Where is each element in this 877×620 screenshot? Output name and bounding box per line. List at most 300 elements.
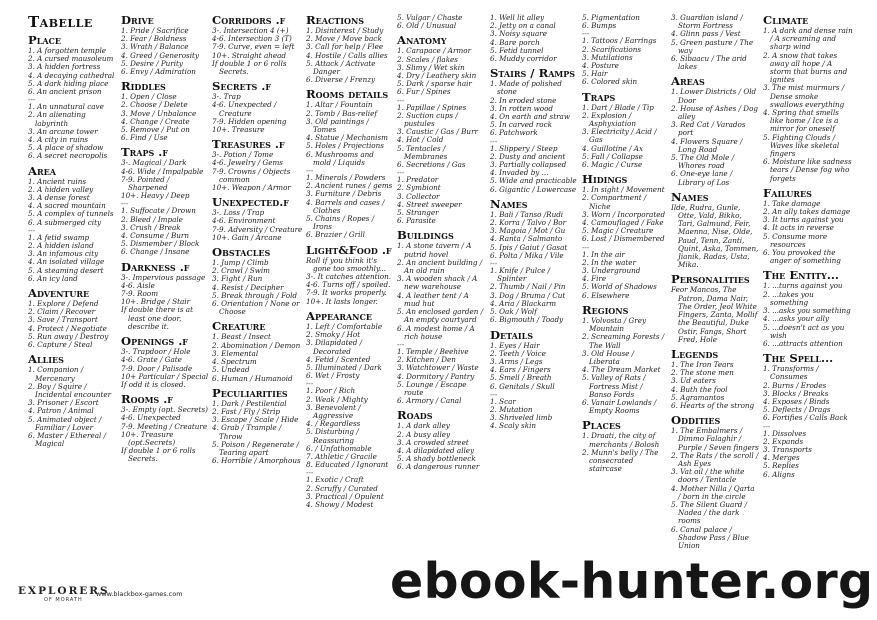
table-entry: 5. Fighting Clouds / Waves like skeletal fingers [763,132,840,159]
section [763,352,853,479]
section [582,419,667,473]
table-entry: 2. Teeth / Voice [490,348,546,358]
table-entry: 5. A steaming desert [28,265,104,275]
table-entry: 2. A snow that takes away all hope / A storm that burns and ignites [763,50,848,85]
table-entry: 2. Ancient runes / gems [306,181,393,191]
table-entry: 3. Crush / Break [121,222,181,232]
separator: --- [582,242,590,252]
table-entry: 2. A hidden valley [28,184,94,194]
table-entry: 4-6. Environment [212,216,276,226]
table-entry: 2. Thumb / Nail / Pin [490,282,566,292]
table-entry: 3. An arcane tower [28,126,98,136]
table-entry: 3. A dense forest [28,193,90,203]
table-entry: 5. Fetid tunnel [490,45,544,55]
watermark: ebook-hunter.org [390,551,877,617]
table-entry: 4. The Dream Market [582,365,661,375]
table-entry: 1. A forgotten temple [28,46,107,55]
section [671,414,759,550]
table-entry: 10+. Treasure [212,125,265,135]
table-entry: 1. The Embalmers / Dimmo Falaghir / Purple / Seven fingers [671,426,759,452]
separator: --- [490,136,498,146]
table-entry: If double 1 or 6 rolls Secrets. [212,58,287,77]
table-entry: 3. Mutilations [582,52,633,62]
table-entry: 1. Beast / Insect [212,332,271,342]
website-url[interactable]: www.blackbox-games.com [96,590,183,598]
table-entry: 3. The mist murmurs / Dense smoke swallows everything [763,83,845,109]
section [671,191,759,270]
table-entry: 2. A hidden island [28,241,94,251]
table-entry: 5. Disturbing / Reassuring [306,427,359,445]
section [397,409,485,471]
table-entry: 2. A cursed mausoleum [28,54,114,64]
table-entry: 4. Resist / Decipher [212,282,284,292]
table-entry: 7-9. Adversity / Creature [212,224,303,234]
table-entry: 5. Deflects / Drags [763,405,831,415]
table-entry: 10+ Particular / Special [121,371,209,381]
table-entry: 2. Crawl / Swim [212,266,270,276]
table-entry: 4. Grab / Trample / Throw [212,423,282,441]
table-entry: 7. Athletic / Gracile [306,451,377,461]
separator: --- [763,421,771,431]
table-entry: Ilde, Rudra, Gunle, Otte, Vald, Bikko, Tari, Galmund, Feir, Maenna, Nise, Olde, Paud, Tenn, Zanti, Quint, Aska, Tommen, Jianik, Radas, Usta, Mika. [671,202,759,270]
table-entry: 6. Orientation / None or Choose [212,299,300,317]
table-entry: 4-6. Intersection 3 (T) [212,34,292,44]
section [212,246,303,316]
table-entry: 6. Muddy corridor [490,54,557,64]
table-entry: 4. Showy / Modest [306,499,374,509]
table-entry: 4. Ranta / Salmanto [490,234,563,244]
table-entry: If double 1 or 6 rolls Secrets. [121,446,196,464]
table-entry: 1. Made of polished stone [490,79,562,97]
table-entry: 2. Symbiont [397,183,441,193]
table-entry: 3. Move / Unbalance [121,108,197,118]
column-4 [306,14,394,513]
table-entry: 6. Vanair Lowlands / Empty Rooms [582,397,657,416]
section [763,14,853,183]
table-entry: 1. Well lit alley [490,13,545,22]
separator: --- [306,379,314,389]
table-entry: 5. Ipis / Gaiut / Gasat [490,242,568,252]
table-entry: 5. Magic / Creature [582,226,654,236]
section [671,14,759,71]
table-entry: 4. Spectrum [212,357,257,367]
column-1 [28,14,118,452]
table-entry: 1. In sight / Movement [582,185,665,195]
table-entry: 4. Spring that smells like home / Ice is a mirror for oneself [763,108,839,134]
table-entry: 4. Hot / Cold [397,135,444,145]
table-entry: 4. Exposes / Binds [763,396,830,406]
table-entry: 4. Barrels and cases / Clothes [306,197,385,215]
section-heading: Names [671,189,709,204]
section [121,393,209,463]
section [490,329,577,431]
table-entry: 6. One-eye lane / Library of Los [671,169,733,187]
section [212,14,303,76]
table-entry: 3. Dog / Bruma / Cut [490,290,566,300]
table-entry: 1. Dart / Blade / Tip [582,102,654,112]
section [121,80,209,142]
section [212,320,303,382]
table-entry: 5. Green pasture / The way [671,37,754,55]
section-heading: Light&Food .f [306,242,392,257]
table-entry: 6. A dangerous runner [397,462,480,472]
table-entry: 10+. Weapon / Armor [212,183,291,193]
table-entry: 2. Fast / Fly / Strip [212,406,280,416]
table-entry: 1. Dissolves [763,428,807,438]
separator: --- [28,95,36,105]
section-heading: Rooms details [306,87,389,102]
table-entry: 3. Partially collapsed [490,160,567,170]
section [490,14,577,63]
table-entry: 2. Scales / flakes [397,54,458,64]
table-entry: 5. Pigmentation [582,13,640,22]
table-entry: 2. House of Ashes / Dog alley [671,103,758,122]
table-entry: 2. Bleed / Impale [121,214,183,224]
table-entry: Roll if you think it's gone too smoothly... [306,255,386,273]
table-entry: 1. Exotic / Craft [306,475,364,485]
table-entry: 5. Wide and practicable [490,176,577,186]
table-entry: 2. Explosion / Asphyxiation [582,110,636,129]
section-heading: Buildings [397,228,454,243]
table-entry: 3. Red Cat / Varados port [671,120,746,138]
section [306,244,394,306]
table-entry: 5. Agramantos [671,392,725,402]
brand-subtitle: OF MORATH [44,597,83,603]
table-entry: 6. / Unfathomable [306,443,372,453]
section [763,187,853,266]
table-entry: 1. ...turns against you [763,281,843,291]
section-heading: Places [582,418,621,433]
table-entry: 2. Munn's belly / The consecrated staircase [582,447,659,474]
section-heading: Traps .f [121,145,169,160]
table-entry: 5. Smell / Breath [490,373,552,383]
section-heading: Failures [763,185,812,200]
table-entry: 6. Bigmouth / Toady [490,315,564,325]
table-entry: 2. Mutation [490,404,533,414]
table-entry: 6. Horrible / Amorphous [212,456,301,466]
section-heading: Unexpected.f [212,195,289,210]
table-entry: 2. Scarifications [582,44,642,54]
table-entry: 6. Hearts of the strong [671,400,755,410]
table-entry: 5. Illuminated / Dark [306,362,382,372]
table-entry: 3. An infamous city [28,249,99,259]
section-heading: Drive [121,13,154,27]
column-6 [490,14,577,435]
table-entry: 4. Scaly skin [490,421,536,431]
table-entry: 2. The stone men [671,368,734,378]
table-entry: 3-. Trap [212,92,241,102]
section [490,67,577,194]
section-heading: Areas [671,74,705,89]
table-entry: 1. Pride / Sacrifice [121,26,189,35]
column-7 [582,14,667,477]
section [582,14,667,87]
table-entry: 2. Korra / Talvo / Bor [490,218,567,228]
table-entry: 3. Wrath / Balance [121,42,189,52]
table-entry: 3. Call for help / Flee [306,42,384,52]
table-entry: 3-. Impervious passage [121,272,206,282]
table-entry: 3. Magoia / Mot / Gu [490,226,566,236]
table-entry: 3. Prisoner / Escort [28,398,99,408]
table-entry: 5. Valley of Rats / Fortress Mist / Banso Fords [582,373,646,399]
table-entry: 4. Greed / Generosity [121,50,199,60]
section-heading: Darkness .f [121,259,190,274]
table-entry: 1. Slippery / Steep [490,143,558,153]
table-entry: 8. Educated / Ignorant [306,460,389,470]
separator: --- [490,389,498,399]
table-entry: 1. A fetid swamp [28,232,90,242]
table-entry: 2. Move / Move back [306,34,382,44]
section [28,353,118,448]
table-entry: 4. Glinn pass / Vest [671,29,741,39]
table-entry: 6. You provoked the anger of something [763,248,841,266]
table-entry: 5. Vulgar / Chaste [397,13,463,22]
table-entry: 3. Transports [763,444,812,454]
table-entry: 3. Practical / Opulent [306,491,384,501]
table-entry: 1. Disinterest / Study [306,26,384,35]
separator: --- [28,225,36,235]
table-entry: 1. Take damage [763,198,821,208]
table-entry: 4-6. Aisle [121,280,155,290]
table-entry: 2. An ancient building / An old ruin [397,257,483,276]
table-entry: 5. Hair [582,69,608,79]
table-entry: 6. Wet / Frosty [306,371,360,381]
table-entry: 1. The Iron Tears [671,359,734,369]
table-entry: 5. Desire / Purity [121,58,183,68]
table-entry: 6. Polta / Mika / Vile [490,250,564,260]
table-entry: 3. Arms / Legs [490,356,543,366]
table-entry: 4. Hostile / Calls allies [306,50,388,60]
table-entry: 6. Gigantic / Lowercase [490,184,577,194]
table-entry: 5. Chains / Ropes / Irons [306,214,375,232]
table-entry: 1. Papillae / Spines [397,102,467,112]
table-entry: 5. Attack / Activate Danger [306,58,376,77]
table-entry: 6. An ancient prison [28,87,102,97]
table-entry: 5. Replies [763,461,799,471]
table-entry: 6. Brazier / Grill [306,230,365,240]
table-entry: 2. Smoky / Hot [306,330,361,340]
table-entry: 4. Street sweeper [397,199,462,209]
table-entry: 7-9. Pointed / Sharpened [121,174,170,193]
section [212,196,303,242]
section-heading: Names [490,196,528,211]
table-entry: 6. Canal palace / Shadow Pass / Blue Union [671,524,749,550]
section [28,287,118,349]
section [582,173,667,300]
table-entry: 2. In eroded stone [490,95,557,105]
table-entry: 4. Mother Nilla / Qarta / born in the circle [671,483,755,501]
table-entry: 6. Moisture like sadness tears / Dense fog who forgets [763,157,852,183]
table-entry: 3-. Intersection 4 (+) [212,26,289,35]
table-entry: 2. Claim / Recover [28,307,96,317]
section-heading: Personalities [671,272,750,287]
section-heading: Stairs / Ramps [490,66,576,81]
section-heading: Obstacles [212,245,271,260]
table-entry: 4. Patron / Animal [28,406,94,416]
table-entry: 5. ...doesn't act as you wish [763,322,845,340]
column-9 [763,14,853,483]
section-heading: Peculiarities [212,385,288,400]
table-entry: 6. Aligns [763,469,795,479]
table-entry: 3. Electricity / Acid / Gas [582,127,657,145]
table-entry: 4. Ears / Fingers [490,365,551,375]
table-entry: 1. A dark and dense rain / A screaming and sharp wind [763,26,853,52]
section [121,261,209,331]
table-entry: 5. Animated object / Familiar / Lover [28,414,102,432]
table-entry: 2. An ally takes damage [763,207,851,217]
table-entry: 7-9. Room [121,289,159,299]
table-entry: 5. Stranger [397,208,439,218]
section-heading: Oddities [671,413,721,428]
separator: --- [490,259,498,269]
table-entry: If odd it is closed. [121,379,186,389]
table-entry: 7-9. Crowns / Objects common [212,166,291,184]
table-entry: 3. Slimy / Wet skin [397,62,465,72]
section-heading: Treasures .f [212,137,285,152]
table-entry: 6. Secretions / Gas [397,160,466,170]
table-entry: 4. On earth and straw [490,112,570,122]
table-entry: 3. Save / Transport [28,315,98,325]
table-entry: 1. Dark / Pestilential [212,398,287,408]
section [582,91,667,170]
table-entry: 4. Protect / Negotiate [28,323,107,333]
table-entry: 6. Find / Use [121,133,168,143]
table-entry: 1. Temple / Beehive [397,346,469,356]
table-entry: 4. / Regardless [306,419,361,429]
table-entry: 6. Patchwork [490,128,538,138]
table-entry: 7-9. Door / Palisade [121,363,193,373]
table-entry: 3. In rotten wood [490,103,554,113]
table-entry: 6. Human / Humanoid [212,373,293,383]
separator: --- [397,339,405,349]
table-entry: 3. Dilapidated / Decorated [306,338,363,356]
table-entry: 1. Bali / Tanso /Rudi [490,209,564,219]
table-entry: 3. A hidden fortress [28,62,101,72]
table-entry: 3. ...asks you something [763,306,851,316]
table-entry: 1. Explore / Defend [28,299,99,309]
table-entry: 4. Bare porch [490,37,540,47]
table-entry: 5. A complex of tunnels [28,209,114,219]
table-entry: 7-9. Meeting / Creature [121,421,208,431]
table-entry: 1. Jump / Climb [212,258,269,268]
section-heading: Adventure [28,286,90,301]
table-entry: 2. Weak / Mighty [306,394,368,404]
table-entry: 3. Old House / Liberata [582,348,635,366]
table-entry: 6. Old / Unusual [397,21,457,31]
table-entry: 4-6. Turns off / spoiled. [306,280,391,290]
table-entry: 2. A busy alley [397,429,451,439]
table-entry: 10+. Bridge / Stair [121,297,191,307]
table-entry: 2. Boy / Squire / Incidental encounter [28,381,112,399]
table-entry: 3. A wooden shack / A new warehouse [397,274,478,292]
section-heading: Regions [582,302,629,317]
table-entry: 6. An icy land [28,273,78,283]
table-entry: 3-. Potion / Tome [212,150,274,160]
table-entry: 3. Caustic / Gas / Burr [397,127,478,137]
table-entry: 4. Aria / Blackarm [490,298,557,308]
section-heading: Allies [28,352,64,367]
table-entry: 4-6. Jewelry / Gems [212,158,283,168]
table-entry: 4. Camouflaged / Fake [582,218,664,228]
table-entry: 4. ...asks your ally [763,314,829,324]
table-entry: 5. Break through / Fold [212,290,297,300]
table-entry: 4-6. Grate / Gate [121,355,182,365]
table-entry: 4. An isolated village [28,257,105,267]
table-entry: 10+. It lasts longer. [306,296,378,306]
table-entry: 1. Draati, the city of merchants / Bolosh [582,431,660,449]
table-entry: 6. Lost / Dismembered [582,234,665,244]
table-entry: 3. Old paintings / Tomes [306,116,369,135]
table-entry: 6. A secret necropolis [28,151,108,161]
table-entry: 10+. Straight ahead [212,50,287,60]
section [671,273,759,343]
section [28,14,118,30]
section [306,310,394,509]
section-heading: Tabelle [28,13,93,31]
table-entry: 5. Undead [212,365,250,375]
section [28,34,118,161]
separator: --- [582,29,590,39]
table-entry: 4. A dilapidated alley [397,445,475,455]
table-entry: 2. In the water [582,257,636,267]
section [28,165,118,283]
table-entry: 6. Colored skin [582,77,638,87]
separator: --- [306,166,314,176]
table-entry: 3. Furniture / Debris [306,189,382,199]
table-entry: 3. Noisy square [490,29,547,39]
table-entry: 1. Lower Districts / Old Door [671,87,757,105]
section-heading: Rooms .f [121,392,173,407]
table-entry: 5. Consume more resources [763,231,828,249]
column-8 [671,14,759,554]
table-entry: 10+. Heavy / Deep [121,191,190,201]
section-heading: Hidings [582,172,628,187]
section-heading: Riddles [121,79,166,94]
separator: --- [121,199,129,209]
table-entry: 6. Sibaacu / The arid lakes [671,54,747,72]
section [397,34,485,225]
section-heading: Anatomy [397,33,447,48]
separator: --- [397,168,405,178]
table-entry: 6. Bumps [582,21,617,31]
section [212,387,303,466]
table-entry: 1. A dark alley [397,421,450,431]
table-entry: 6. Elsewhere [582,290,630,300]
table-entry: 2. Burns / Erodes [763,380,827,390]
table-entry: 4. Invaded by ... [490,168,549,178]
table-entry: 2. Fear / Boldness [121,34,187,44]
table-entry: 3. Worn / Incorporated [582,209,666,219]
section [490,198,577,325]
table-entry: 7-9. It works properly. [306,288,387,298]
table-entry: 4. It acts in reverse [763,223,834,233]
table-entry: 5. Dismember / Block [121,239,200,249]
section-heading: Traps [582,89,616,104]
section-heading: Openings .f [121,334,188,349]
table-entry: 1. Poor / Rich [306,386,356,396]
table-entry: 1. In the air [582,249,625,259]
table-entry: 5. The Old Mole / Whores road [671,153,735,171]
table-entry: 3-. Loss / Trap [212,208,265,218]
table-entry: 1. Volvosta / Grey Mountain [582,315,647,334]
table-entry: 1. Carapace / Armor [397,46,472,56]
table-entry: 3. Watchtower / Waste [397,363,479,373]
table-entry: 2. Screaming Forests / The Wall [582,332,665,350]
table-entry: 10+. Treasure (opt.Secrets) [121,429,176,447]
table-entry: 5. A dark hiding place [28,78,109,88]
table-entry: 5. Lounge / Escape route [397,379,467,397]
table-entry: 5. World of Shadows [582,282,657,292]
